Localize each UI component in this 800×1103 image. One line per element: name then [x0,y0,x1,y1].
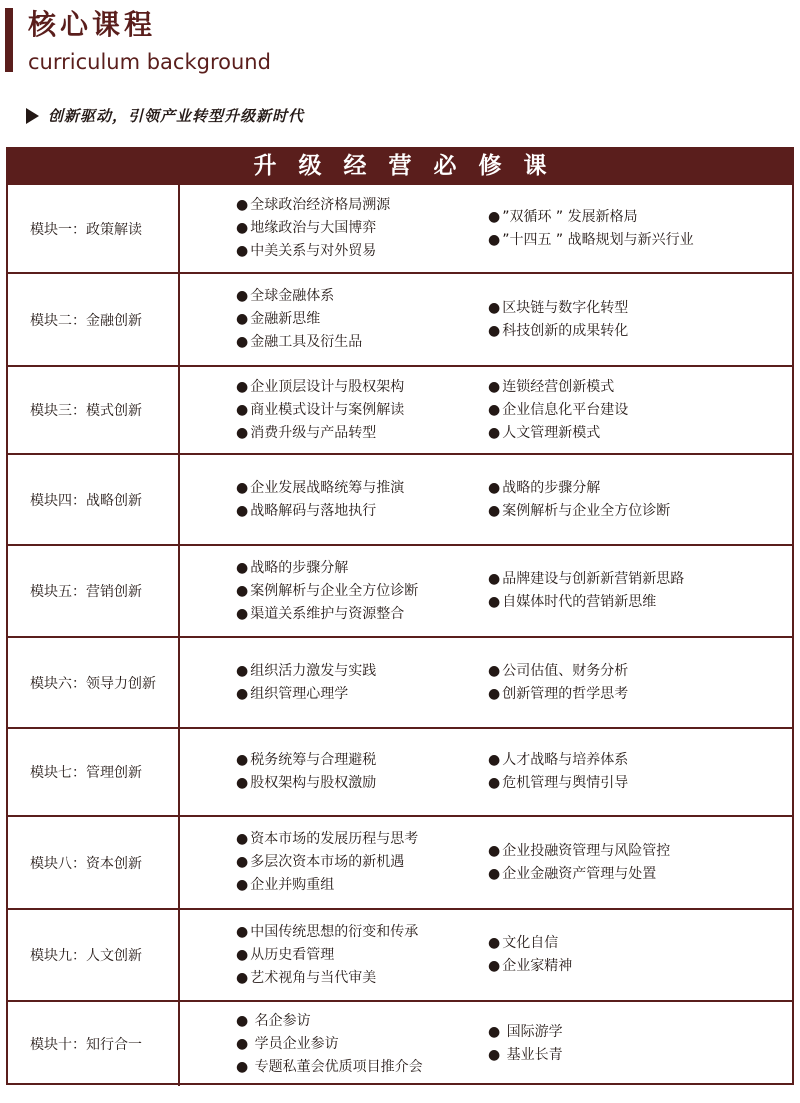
topic-item [236,194,390,217]
module-topics [180,910,792,1000]
topic-item [236,874,418,897]
module-topics [180,638,792,727]
topic-text: 全球金融体系 [250,288,335,304]
bullet-icon: ● [236,1035,249,1052]
topic-text: 企业发展战略统筹与推演 [250,479,405,496]
topic-text: 消费升级与产品转型 [250,424,377,441]
bullet-icon: ● [236,479,249,496]
topic-item [236,500,404,523]
topic-column-right [488,367,628,453]
topic-text: 品牌建设与创新新营销新思路 [502,571,685,587]
module-name: 模块三：模式创新 [8,367,180,453]
topic-text: 渠道关系维护与资源整合 [250,605,405,622]
bullet-icon: ● [488,958,501,974]
bullet-icon: ● [236,969,249,986]
topic-item [488,422,628,445]
topic-text: 企业金融资产管理与处置 [502,865,657,882]
topic-text: 科技创新的成果转化 [502,322,629,339]
topic-item [236,331,362,354]
bullet-icon: ● [236,243,249,259]
topic-column-right [488,274,628,365]
bullet-icon: ● [236,311,249,327]
topic-item [236,772,376,795]
topic-column-right [488,546,684,636]
module-name: 模块四：战略创新 [8,455,180,544]
topic-item [236,376,404,399]
bullet-icon: ● [236,559,249,576]
topic-item [488,772,628,795]
bullet-icon: ● [488,685,501,702]
topic-text: 企业顶层设计与股权架构 [250,378,405,395]
topic-column-left [236,367,404,453]
topic-item [236,422,404,445]
bullet-icon: ● [236,334,249,350]
topic-column-left [236,546,418,636]
topic-text: 企业投融资管理与风险管控 [502,842,671,859]
topic-text: 企业家精神 [502,958,573,974]
topic-text: 资本市场的发展历程与思考 [250,831,419,847]
topic-item [236,749,376,772]
bullet-icon: ● [488,842,501,859]
topic-item [488,591,684,614]
topic-item [236,683,376,706]
topic-text: 金融工具及衍生品 [250,334,363,350]
module-name: 模块九：人文创新 [8,910,180,1000]
bullet-icon: ● [488,775,501,791]
topic-text: 战略的步骤分解 [502,479,601,496]
topic-text: 连锁经营创新模式 [502,378,615,395]
topic-text: ”双循环 ” 发展新格局 [502,208,638,225]
page-title-english: curriculum background [28,50,271,74]
bullet-icon: ● [488,1047,501,1063]
bullet-icon: ● [236,502,249,519]
topic-item [488,660,628,683]
topic-text: 企业并购重组 [250,877,335,893]
topic-text: 案例解析与企业全方位诊断 [250,582,419,599]
topic-column-left [236,910,418,1000]
module-row [8,453,792,544]
topic-column-right [488,638,628,727]
topic-column-right [488,910,572,1000]
module-row [8,272,792,365]
topic-item [488,477,670,500]
bullet-icon: ● [488,865,501,882]
bullet-icon: ● [236,401,249,418]
topic-item [236,1010,423,1033]
module-name: 模块五：营销创新 [8,546,180,636]
module-rows [8,183,792,1086]
topic-text: 商业模式设计与案例解读 [250,401,405,418]
module-topics [180,1002,792,1086]
bullet-icon: ● [488,322,501,339]
bullet-icon: ● [488,662,501,679]
topic-column-right [488,455,670,544]
module-name: 模块七：管理创新 [8,729,180,815]
page-title: 核心课程 [28,8,157,41]
topic-item [488,1021,563,1044]
topic-item [488,297,628,320]
topic-item [236,308,362,331]
bullet-icon: ● [236,220,249,236]
module-topics [180,817,792,908]
topic-item [236,660,376,683]
topic-text: 公司估值、财务分析 [502,662,629,679]
topic-item [488,840,670,863]
bullet-icon: ● [236,775,249,791]
topic-item [488,500,670,523]
bullet-icon: ● [236,877,249,893]
topic-text: 地缘政治与大国博弈 [250,220,377,236]
topic-text: 全球政治经济格局溯源 [250,197,391,213]
course-table [6,147,794,1085]
topic-column-left [236,1002,423,1086]
bullet-icon: ● [236,288,249,304]
topic-item [236,921,418,944]
module-row [8,815,792,908]
topic-item [488,568,684,591]
topic-item [488,376,628,399]
module-topics [180,274,792,365]
topic-item [488,863,670,886]
topic-item [488,229,694,252]
module-name: 模块六：领导力创新 [8,638,180,727]
bullet-icon: ● [236,1012,249,1029]
topic-text: 企业信息化平台建设 [502,401,629,418]
topic-item [236,851,418,874]
topic-text: 基业长青 [502,1047,563,1063]
bullet-icon: ● [236,605,249,622]
topic-column-left [236,185,390,272]
topic-text: 名企参访 [250,1012,311,1029]
bullet-icon: ● [488,299,501,316]
bullet-icon: ● [236,752,249,768]
topic-item [236,399,404,422]
topic-column-right [488,185,694,272]
bullet-icon: ● [236,378,249,395]
bullet-icon: ● [488,752,501,768]
topic-column-left [236,274,362,365]
module-name: 模块八：资本创新 [8,817,180,908]
subtitle: 创新驱动，引领产业转型升级新时代 [48,107,305,125]
topic-item [488,749,628,772]
topic-text: 多层次资本市场的新机遇 [250,854,405,870]
bullet-icon: ● [236,946,249,963]
topic-text: 自媒体时代的营销新思维 [502,594,657,610]
topic-item [236,944,418,967]
header-accent-bar [5,8,13,72]
bullet-icon: ● [488,424,501,441]
module-row [8,544,792,636]
topic-text: 人文管理新模式 [502,424,601,441]
module-topics [180,367,792,453]
topic-text: 案例解析与企业全方位诊断 [502,502,671,519]
topic-item [236,1056,423,1079]
topic-column-left [236,638,376,727]
topic-text: 中国传统思想的衍变和传承 [250,923,419,940]
topic-text: 学员企业参访 [250,1035,339,1052]
topic-text: 文化自信 [502,935,559,951]
bullet-icon: ● [236,1058,249,1075]
bullet-icon: ● [488,378,501,395]
bullet-icon: ● [236,854,249,870]
topic-text: 从历史看管理 [250,946,335,963]
topic-text: 战略解码与落地执行 [250,502,377,519]
topic-column-left [236,817,418,908]
topic-text: 区块链与数字化转型 [502,299,629,316]
topic-item [488,320,628,343]
topic-text: 危机管理与舆情引导 [502,775,629,791]
module-topics [180,455,792,544]
topic-item [236,240,390,263]
topic-column-right [488,1002,563,1086]
bullet-icon: ● [488,479,501,496]
topic-text: ”十四五 ” 战略规划与新兴行业 [502,231,694,248]
topic-item [236,967,418,990]
topic-item [236,557,418,580]
topic-text: 组织管理心理学 [250,685,349,702]
bullet-icon: ● [236,582,249,599]
bullet-icon: ● [236,923,249,940]
bullet-icon: ● [488,1024,501,1040]
topic-item [488,683,628,706]
module-topics [180,729,792,815]
play-arrow-icon [26,108,39,124]
table-heading: 升级经营必修课 [8,149,792,183]
module-name: 模块一：政策解读 [8,185,180,272]
topic-item [236,285,362,308]
bullet-icon: ● [236,685,249,702]
bullet-icon: ● [488,401,501,418]
bullet-icon: ● [488,208,501,225]
module-topics [180,185,792,272]
topic-item [488,1044,563,1067]
topic-item [236,828,418,851]
topic-item [236,477,404,500]
topic-text: 国际游学 [502,1024,563,1040]
bullet-icon: ● [488,571,501,587]
module-row [8,183,792,272]
topic-column-right [488,817,670,908]
topic-column-right [488,729,628,815]
topic-item [236,580,418,603]
bullet-icon: ● [236,662,249,679]
topic-item [488,206,694,229]
bullet-icon: ● [236,831,249,847]
topic-text: 中美关系与对外贸易 [250,243,377,259]
module-name: 模块十：知行合一 [8,1002,180,1086]
module-row [8,727,792,815]
bullet-icon: ● [488,502,501,519]
topic-item [488,399,628,422]
topic-item [236,1033,423,1056]
topic-column-left [236,729,376,815]
topic-text: 专题私董会优质项目推介会 [250,1058,423,1075]
topic-item [236,603,418,626]
topic-item [236,217,390,240]
bullet-icon: ● [488,231,501,248]
bullet-icon: ● [236,424,249,441]
topic-text: 金融新思维 [250,311,321,327]
module-row [8,908,792,1000]
module-row [8,636,792,727]
bullet-icon: ● [488,594,501,610]
bullet-icon: ● [488,935,501,951]
module-name: 模块二：金融创新 [8,274,180,365]
topic-item [488,932,572,955]
bullet-icon: ● [236,197,249,213]
module-row [8,365,792,453]
topic-text: 人才战略与培养体系 [502,752,629,768]
topic-text: 股权架构与股权激励 [250,775,377,791]
topic-text: 艺术视角与当代审美 [250,969,377,986]
topic-text: 组织活力激发与实践 [250,662,377,679]
topic-text: 创新管理的哲学思考 [502,685,629,702]
module-topics [180,546,792,636]
topic-text: 税务统筹与合理避税 [250,752,377,768]
topic-column-left [236,455,404,544]
topic-text: 战略的步骤分解 [250,559,349,576]
module-row [8,1000,792,1086]
topic-item [488,955,572,978]
